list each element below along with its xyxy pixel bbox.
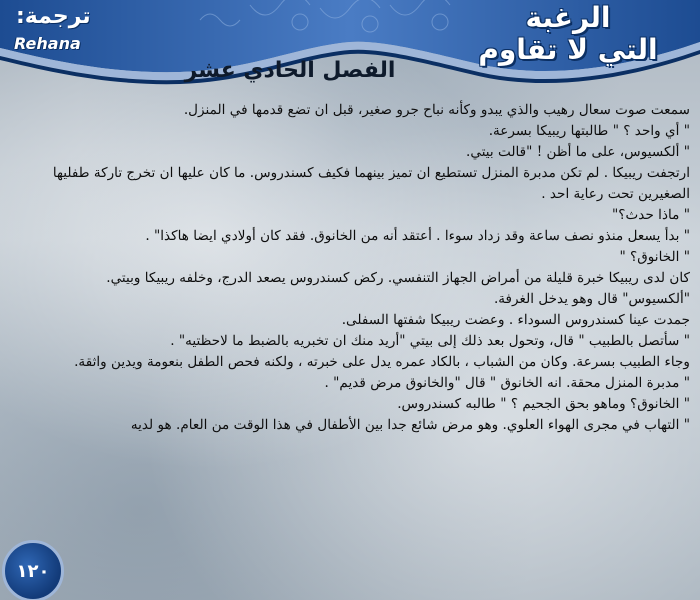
paragraph: سمعت صوت سعال رهيب والذي يبدو وكأنه نباح جرو صغير، قبل ان تضع قدمها في المنزل.: [183, 102, 690, 118]
chapter-title: الفصل الحادي عشر: [184, 58, 396, 83]
paragraph: " أي واحد ؟ " طالبتها ريبيكا بسرعة.: [488, 123, 690, 139]
paragraph: كان لدى ريبيكا خبرة قليلة من أمراض الجهاز التنفسي. ركض كسندروس يصعد الدرج، وخلفه ريبيكا وبيتي.: [106, 270, 690, 286]
paragraph: " مدبرة المنزل محقة. انه الخانوق " قال "والخانوق مرض قديم" .: [324, 375, 690, 391]
paragraph: " بدأ يسعل منذو نصف ساعة وقد زداد سوءا . أعتقد أنه من الخانوق. فقد كان أولادي ايضا هاكذا" .: [145, 228, 690, 244]
paragraph: " التهاب في مجرى الهواء العلوي. وهو مرض شائع جدا بين الأطفال في هذا الوقت من العام. هو لديه: [130, 417, 690, 433]
book-title: [458, 2, 678, 66]
paragraph: وجاء الطبيب بسرعة. وكان من الشباب ، بالكاد عمره يدل على خبرته ، ولكنه فحص الطفل بنعومة ويدين واثقة.: [74, 354, 690, 370]
book-title-line2: التي لا تقاوم: [478, 33, 658, 66]
paragraph: جمدت عينا كسندروس السوداء . وعضت ريبيكا شفتها السفلى.: [341, 312, 690, 328]
paragraph: " الخانوق؟ ": [619, 249, 690, 265]
paragraph: "ألكسيوس" قال وهو يدخل الغرفة.: [493, 291, 690, 307]
book-title-line1: الرغبة: [525, 1, 611, 34]
page-number-badge: [2, 540, 64, 600]
paragraph: " سأتصل بالطبيب " قال، وتحول بعد ذلك إلى بيتي "أريد منك ان تخبريه بالضبط ما لاحظتيه" .: [170, 333, 690, 349]
chapter-body: [10, 100, 690, 600]
page-number: ١٢٠: [16, 560, 50, 582]
translation-label: ترجمة:: [16, 4, 91, 29]
paragraph: " الخانوق؟ وماهو بحق الجحيم ؟ " طالبه كسندروس.: [397, 396, 690, 412]
paragraph: ارتجفت ريبيكا . لم تكن مدبرة المنزل تستطيع ان تميز بينهما فكيف كسندروس. ما كان عليها ان تخرج تاركة طفليها الصغيرين تحت رعاية احد .: [52, 165, 690, 202]
paragraph: " ماذا حدث؟": [612, 207, 690, 223]
paragraph: " ألكسيوس، على ما أظن ! "قالت بيتي.: [466, 144, 690, 160]
translator-name: Rehana: [14, 34, 81, 53]
